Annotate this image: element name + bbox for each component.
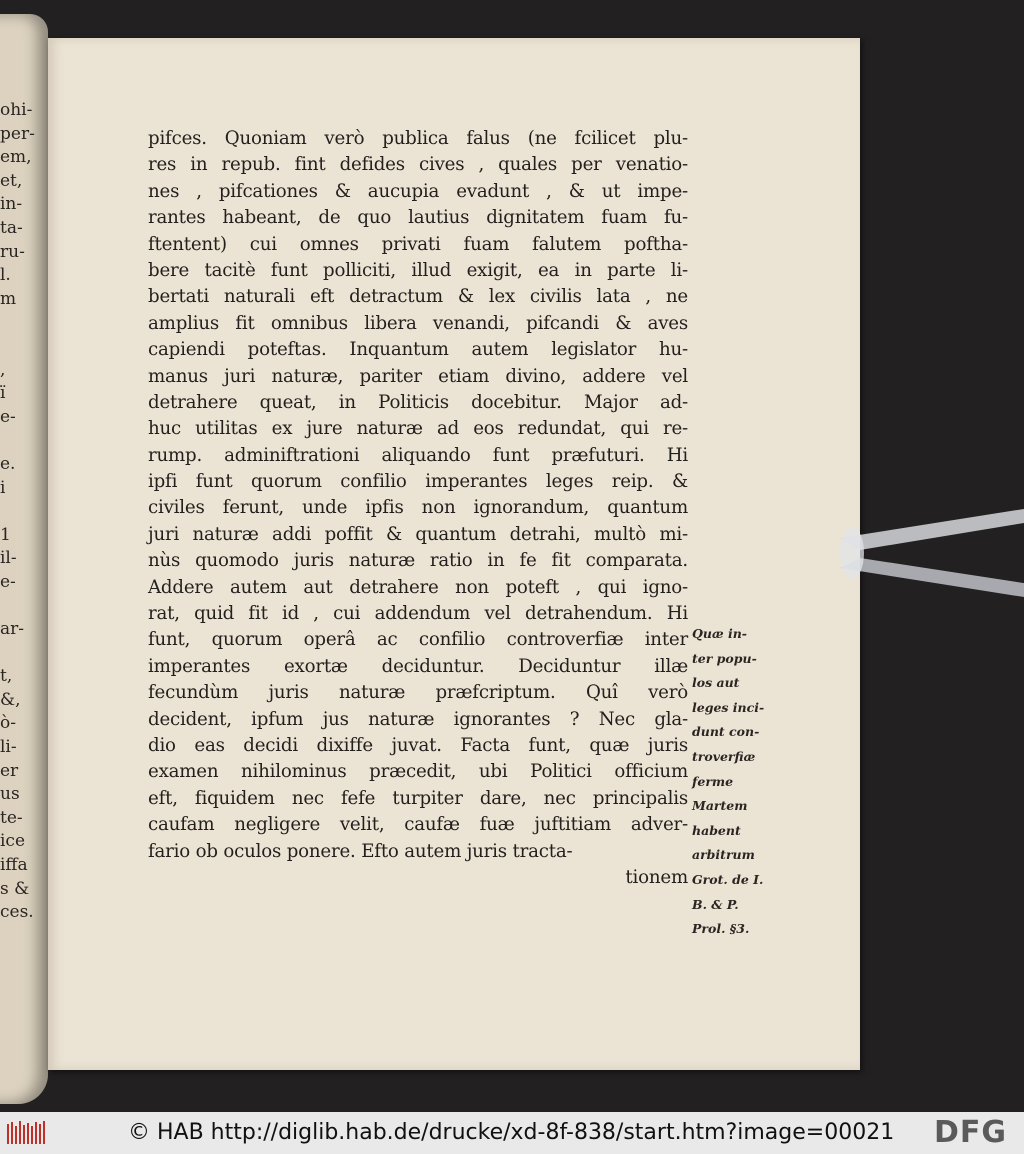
margin-note-line: Grot. de I. bbox=[692, 871, 764, 887]
margin-note-line: Martem bbox=[692, 798, 748, 814]
text-line: funt, quorum operâ ac confilio controverfiæ inter bbox=[148, 629, 688, 651]
left-page-fragment: ta- bbox=[0, 217, 23, 238]
left-page-fragment: ar- bbox=[0, 619, 25, 640]
text-line: pifces. Quoniam verò publica falus (ne fcilicet plu- bbox=[148, 128, 688, 149]
dfg-logo: DFG bbox=[934, 1115, 1008, 1150]
margin-note bbox=[692, 622, 772, 942]
left-page-fragment: ohi- bbox=[0, 100, 33, 120]
left-page-fragment: ï bbox=[0, 383, 6, 404]
text-line: detrahere queat, in Politicis docebitur. Major ad- bbox=[148, 391, 688, 413]
left-page-fragment bbox=[0, 500, 40, 524]
text-line: fecundùm juris naturæ præfcriptum. Quî verò bbox=[148, 682, 688, 704]
left-page-fragment: li- bbox=[0, 737, 17, 758]
text-line: fario ob oculos ponere. Efto autem juris tracta- bbox=[148, 840, 573, 862]
left-page-fragment: iffa bbox=[0, 855, 28, 875]
left-page-fragment: et, bbox=[0, 170, 23, 191]
text-line: bere tacitè funt polliciti, illud exigit, ea in parte li- bbox=[148, 259, 688, 281]
left-page-fragment: t, bbox=[0, 666, 13, 687]
left-page-fragment: per- bbox=[0, 123, 35, 144]
text-line: nes , pifcationes & aucupia evadunt , & ut impe- bbox=[148, 180, 688, 202]
text-line: bertati naturali eft detractum & lex civilis lata , ne bbox=[148, 286, 688, 308]
left-page-fragment: us bbox=[0, 784, 20, 805]
left-page-fragment bbox=[0, 594, 40, 618]
text-line: rump. adminiftrationi aliquando funt præfuturi. Hi bbox=[148, 444, 688, 466]
text-line: caufam negligere velit, caufæ fuæ juftitiam adver- bbox=[148, 814, 688, 836]
text-line: ftentent) cui omnes privati fuam falutem poftha- bbox=[148, 233, 688, 255]
left-page-fragment: 1 bbox=[0, 524, 11, 545]
text-line: nùs quomodo juris naturæ ratio in fe fit comparata. bbox=[148, 550, 688, 572]
left-page-fragment bbox=[0, 311, 40, 335]
barcode-icon bbox=[6, 1120, 48, 1146]
margin-note-line: dunt con- bbox=[692, 724, 760, 740]
margin-note-line: troverfiæ bbox=[692, 748, 756, 764]
text-line: ipfi funt quorum confilio imperantes leges reip. & bbox=[148, 471, 688, 493]
left-page-fragment: te- bbox=[0, 807, 23, 828]
margin-note-line: ter popu- bbox=[692, 650, 757, 666]
footer-bar bbox=[0, 1112, 1024, 1154]
left-page-fragment: l. bbox=[0, 265, 11, 286]
text-line: rat, quid fit id , cui addendum vel detrahendum. Hi bbox=[148, 603, 688, 625]
body-text bbox=[148, 126, 688, 891]
text-line: rantes habeant, de quo lautius dignitatem fuam fu- bbox=[148, 207, 688, 229]
left-page-fragment: s & bbox=[0, 878, 30, 899]
text-line: capiendi poteftas. Inquantum autem legislator hu- bbox=[148, 339, 688, 361]
text-line: tionem bbox=[625, 866, 688, 888]
margin-note-line: Quæ in- bbox=[692, 626, 747, 641]
text-line: decident, ipfum jus naturæ ignorantes ? Nec gla- bbox=[148, 708, 688, 730]
margin-note-line: ferme bbox=[692, 773, 734, 789]
left-page-fragment: e- bbox=[0, 571, 16, 592]
left-page-fragment: ces. bbox=[0, 902, 34, 923]
text-line: manus juri naturæ, pariter etiam divino, addere vel bbox=[148, 365, 688, 387]
book-page bbox=[48, 38, 860, 1070]
text-line: amplius fit omnibus libera venandi, pifcandi & aves bbox=[148, 312, 688, 334]
left-page-fragment: &, bbox=[0, 689, 21, 710]
left-page-text-fragments bbox=[0, 99, 40, 925]
left-page-fragment bbox=[0, 642, 40, 666]
margin-note-line: Prol. §3. bbox=[692, 921, 750, 937]
left-page-fragment: m bbox=[0, 288, 17, 309]
left-page-fragment: in- bbox=[0, 194, 23, 215]
text-line: examen nihilominus præcedit, ubi Politici officium bbox=[148, 761, 688, 783]
left-page-fragment: er bbox=[0, 760, 19, 781]
left-page-fragment: i bbox=[0, 477, 6, 498]
text-line: civiles ferunt, unde ipfis non ignorandum, quantum bbox=[148, 497, 688, 519]
left-page-fragment bbox=[0, 335, 40, 359]
text-line: res in repub. fint defides cives , quales per venatio- bbox=[148, 154, 688, 176]
source-url-text[interactable]: © HAB http://diglib.hab.de/drucke/xd-8f-838/start.htm?image=00021 bbox=[128, 1120, 895, 1145]
margin-note-line: habent bbox=[692, 822, 741, 838]
left-page-fragment: ru- bbox=[0, 241, 25, 262]
page-clip-icon bbox=[830, 508, 1024, 598]
margin-note-line: leges inci- bbox=[692, 699, 765, 715]
margin-note-line: B. & P. bbox=[692, 896, 739, 912]
left-page-fragment: il- bbox=[0, 548, 17, 569]
left-page-fragment bbox=[0, 429, 40, 453]
text-line: dio eas decidi dixiffe juvat. Facta funt, quæ juris bbox=[148, 734, 688, 756]
left-page-fragment: ò- bbox=[0, 713, 16, 734]
left-page-fragment: e. bbox=[0, 453, 16, 474]
margin-note-line: arbitrum bbox=[692, 847, 755, 863]
margin-note-line: los aut bbox=[692, 675, 740, 691]
left-page-edge bbox=[0, 14, 48, 1104]
left-page-fragment: , bbox=[0, 359, 6, 380]
text-line: Addere autem aut detrahere non poteft , qui igno- bbox=[148, 576, 688, 598]
left-page-fragment: ice bbox=[0, 831, 26, 852]
text-line: juri naturæ addi poffit & quantum detrahi, multò mi- bbox=[148, 523, 688, 545]
text-line: huc utilitas ex jure naturæ ad eos redundat, qui re- bbox=[148, 418, 688, 440]
text-line: imperantes exortæ deciduntur. Deciduntur illæ bbox=[148, 655, 688, 677]
left-page-fragment: e- bbox=[0, 406, 16, 427]
left-page-fragment: em, bbox=[0, 147, 32, 168]
text-line: eft, fiquidem nec fefe turpiter dare, nec principalis bbox=[148, 787, 688, 809]
